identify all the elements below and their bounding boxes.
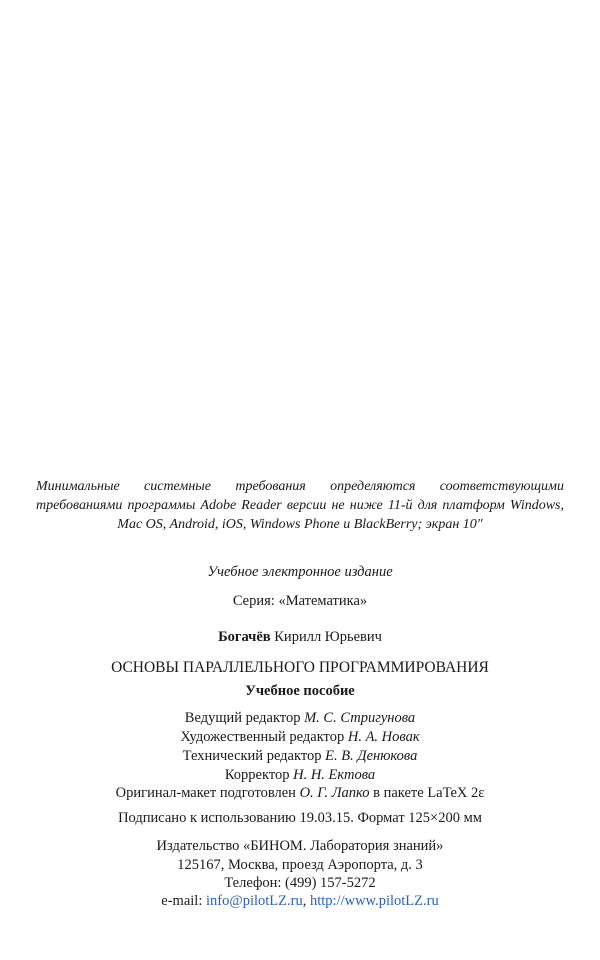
credit-line [0, 709, 600, 728]
credit-role: Ведущий редактор [184, 710, 301, 726]
credit-role: Корректор [224, 767, 290, 783]
book-title: ОСНОВЫ ПАРАЛЛЕЛЬНОГО ПРОГРАММИРОВАНИЯ [111, 659, 489, 676]
email-label: e-mail: [161, 893, 203, 909]
author-name: Кирилл Юрьевич [274, 629, 382, 645]
contacts [0, 892, 600, 911]
email-link[interactable]: info@pilotLZ.ru [205, 893, 303, 909]
phone: Телефон: (499) 157-5272 [224, 875, 376, 891]
author-surname: Богачёв [218, 629, 271, 645]
signed-info: Подписано к использованию 19.03.15. Формат 125×200 мм [118, 810, 482, 826]
website-link[interactable]: http://www.pilotLZ.ru [309, 893, 439, 909]
credit-name: Н. Н. Ектова [293, 767, 376, 783]
latex-logo: LaTeX 2ε [427, 785, 485, 801]
credit-role: Художественный редактор [180, 729, 345, 745]
credit-name: Е. В. Денюкова [325, 748, 418, 764]
series: Серия: «Математика» [232, 593, 368, 609]
layout-name: О. Г. Лапко [299, 785, 370, 801]
credit-name: М. С. Стригунова [304, 710, 416, 726]
layout-suffix: в пакете [373, 785, 424, 801]
author [0, 628, 600, 647]
separator: , [302, 893, 307, 909]
publisher: Издательство «БИНОМ. Лаборатория знаний» [156, 838, 444, 854]
credit-line [0, 747, 600, 766]
credit-role: Технический редактор [182, 748, 322, 764]
layout-credit [0, 784, 600, 803]
layout-prefix: Оригинал-макет подготовлен [115, 785, 296, 801]
book-subtitle: Учебное пособие [245, 683, 355, 699]
credit-line [0, 766, 600, 785]
edition-type: Учебное электронное издание [207, 564, 393, 580]
credit-name: Н. А. Новак [347, 729, 420, 745]
credit-line [0, 728, 600, 747]
address: 125167, Москва, проезд Аэропорта, д. 3 [177, 857, 423, 873]
system-requirements: Минимальные системные требования определяются соответствующими требованиями программы Adobe Reader версии не ниже 11-й для платформ Windows, Mac OS, Android, iOS, Windows Phone и BlackBerry; экран 10" [36, 479, 564, 532]
